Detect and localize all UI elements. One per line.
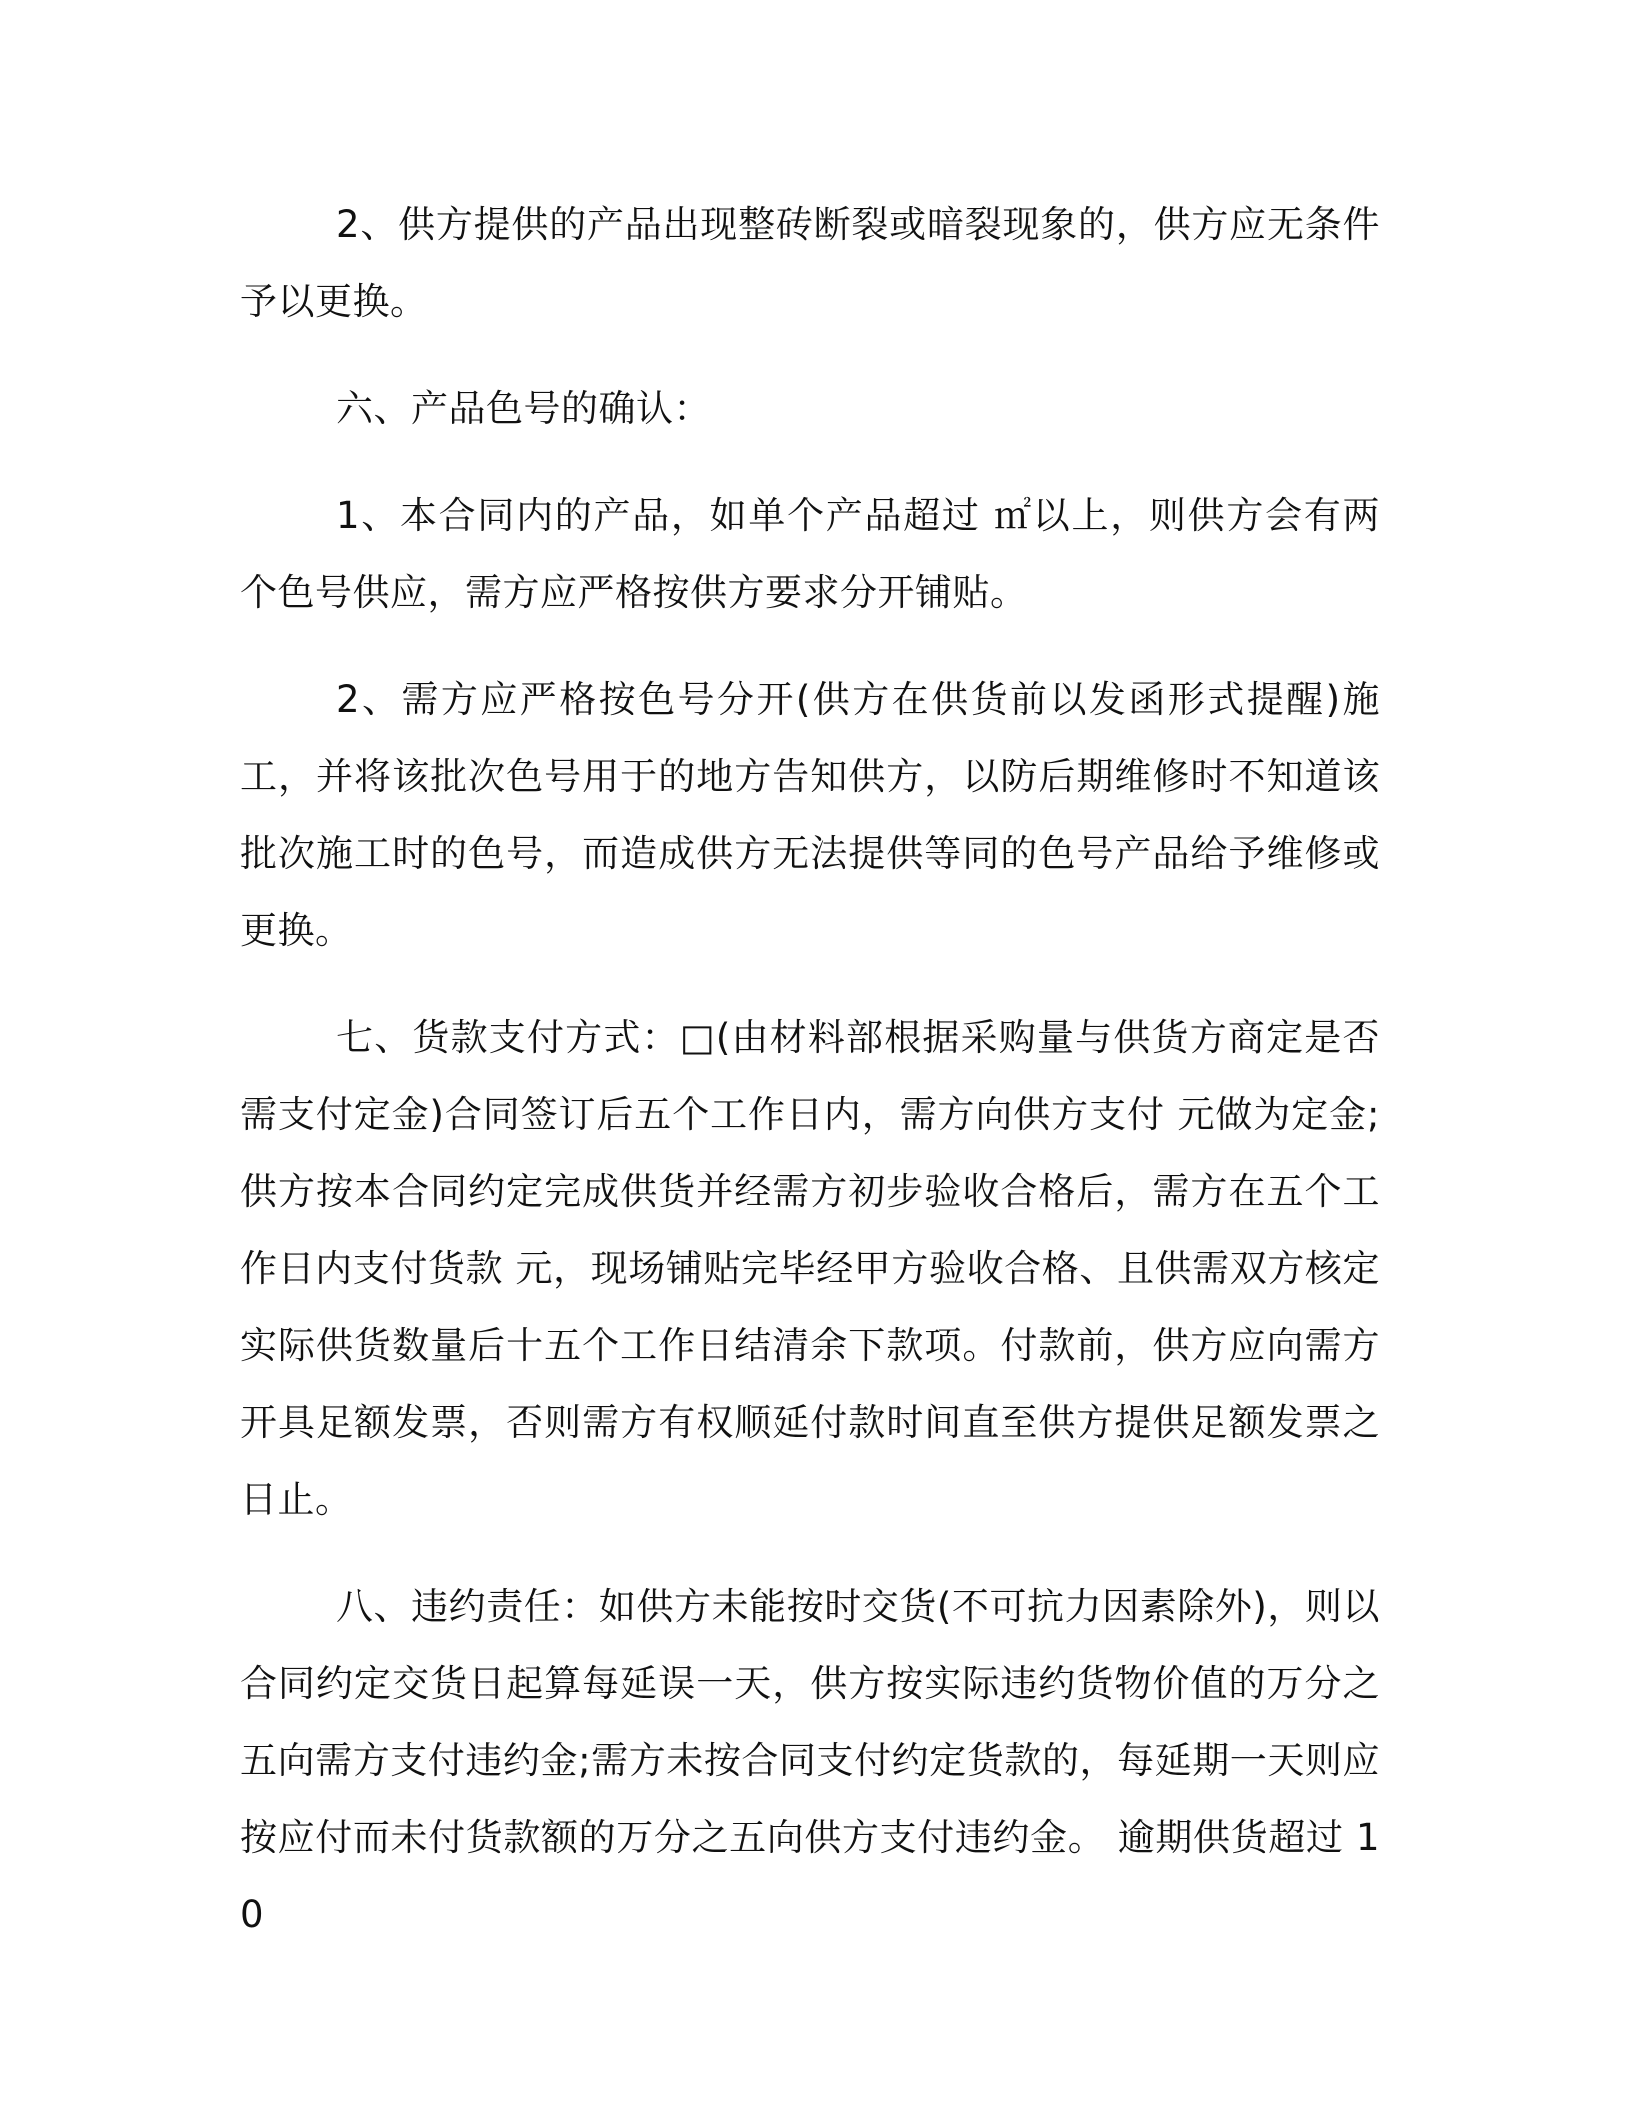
section-payment-method: 七、货款支付方式：□(由材料部根据采购量与供货方商定是否需支付定金)合同签订后五个工作日内，需方向供方支付 元做为定金;供方按本合同约定完成供货并经需方初步验收合格后，需方在五个工作日内支付货款 元，现场铺贴完毕经甲方验收合格、且供需双方核定实际供货数量后十五个工作日结清余下款项。付款前，供方应向需方开具足额发票，否则需方有权顺延付款时间直至供方提供足额发票之日止。 xyxy=(240,1016,1380,1521)
document-page xyxy=(240,186,1380,1983)
section-breach-liability: 八、违约责任：如供方未能按时交货(不可抗力因素除外)，则以合同约定交货日起算每延误一天，供方按实际违约货物价值的万分之五向需方支付违约金;需方未按合同支付约定货款的，每延期一天则应按应付而未付货款额的万分之五向供方支付违约金。 逾期供货超过 10 xyxy=(240,1585,1380,1936)
section-heading-color-confirmation: 六、产品色号的确认： xyxy=(336,387,711,430)
paragraph-color-construction: 2、需方应严格按色号分开(供方在供货前以发函形式提醒)施工，并将该批次色号用于的地方告知供方，以防后期维修时不知道该批次施工时的色号，而造成供方无法提供等同的色号产品给予维修或更换。 xyxy=(240,678,1380,952)
paragraph-replacement-clause: 2、供方提供的产品出现整砖断裂或暗裂现象的，供方应无条件予以更换。 xyxy=(240,203,1380,323)
paragraph-color-supply: 1、本合同内的产品，如单个产品超过 ㎡以上，则供方会有两个色号供应，需方应严格按供方要求分开铺贴。 xyxy=(240,494,1380,614)
